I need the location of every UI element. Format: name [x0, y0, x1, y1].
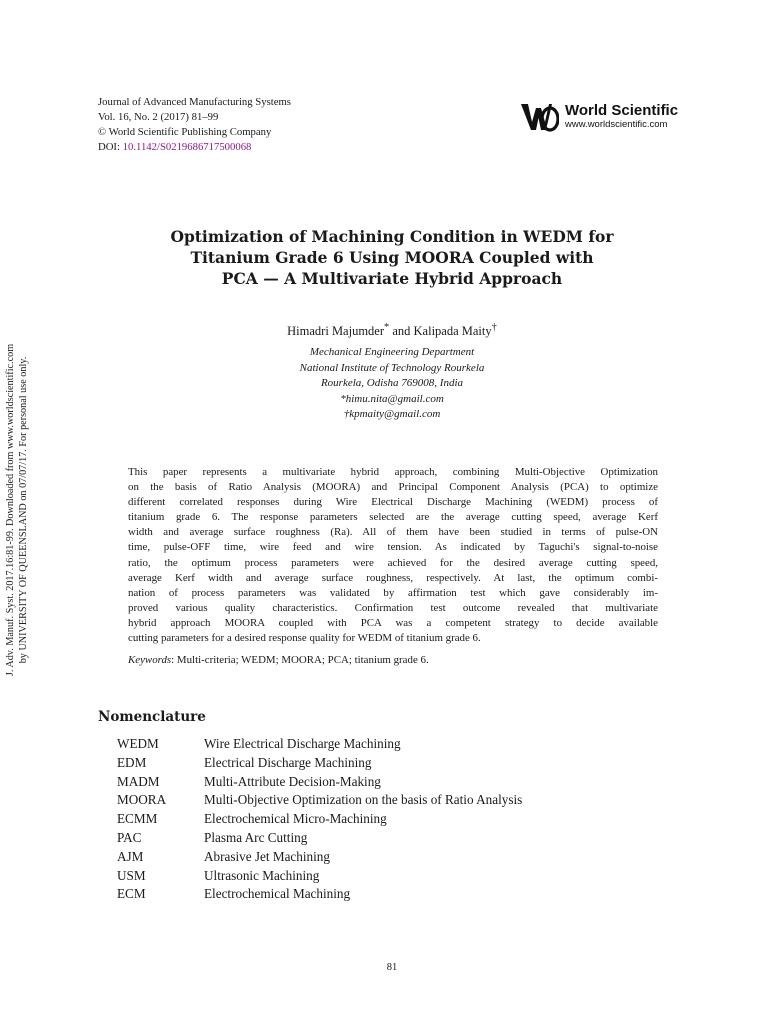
keywords-label: Keywords: [128, 654, 172, 666]
affiliation-address: Rourkela, Odisha 769008, India: [320, 377, 464, 389]
nomenclature-row: [117, 867, 522, 886]
journal-doi: [98, 140, 291, 155]
abstract-line: nation of process parameters was validated by affirmation test which gave considerably im-: [128, 586, 658, 599]
nomenclature-row: [117, 791, 522, 810]
nomenclature-def: Multi-Objective Optimization on the basis of Ratio Analysis: [204, 792, 523, 808]
affiliation: [100, 345, 684, 423]
abstract-line: on the basis of Ratio Analysis (MOORA) and Principal Component Analysis (PCA) to optimize: [128, 481, 658, 494]
nomenclature-def: Plasma Arc Cutting: [204, 829, 308, 845]
author-1-mark: *: [384, 322, 390, 333]
nomenclature-def: Electrical Discharge Machining: [204, 754, 372, 770]
abstract-line: proved various quality characteristics. Confirmation test outcome revealed that multivariate: [128, 601, 658, 614]
keywords-text: : Multi-criteria; WEDM; MOORA; PCA; titanium grade 6.: [171, 654, 429, 666]
doi-label: DOI:: [98, 141, 123, 153]
nomenclature-abbr: ECMM: [117, 811, 158, 827]
affiliation-institute: National Institute of Technology Rourkela: [299, 361, 485, 374]
abstract-line: time, pulse-OFF time, wire feed and wire tension. As indicated by Taguchi's signal-to-noise: [128, 541, 658, 554]
nomenclature-row: [117, 773, 522, 792]
nomenclature-row: [117, 829, 522, 848]
nomenclature-abbr: EDM: [117, 754, 147, 770]
doi-link[interactable]: 10.1142/S0219686717500068: [122, 141, 252, 153]
side-note-line-1: J. Adv. Manuf. Syst. 2017.16:81-99. Downloaded from www.worldscientific.com: [5, 343, 16, 677]
nomenclature-abbr: MOORA: [117, 792, 167, 808]
title-line-1: Optimization of Machining Condition in WEDM for: [170, 227, 614, 246]
abstract-line: different correlated responses during Wire Electrical Discharge Machining (WEDM) process of: [128, 496, 658, 509]
journal-name: Journal of Advanced Manufacturing Systems: [98, 96, 291, 108]
logo-name: World Scientific: [565, 102, 679, 119]
publisher-logo: [519, 100, 678, 134]
nomenclature-def: Wire Electrical Discharge Machining: [204, 736, 401, 751]
nomenclature-abbr: WEDM: [117, 736, 159, 751]
abstract: [128, 465, 658, 646]
abstract-line: titanium grade 6. The response parameters selected are the average cutting speed, average Kerf: [128, 511, 658, 524]
paper-title: [100, 226, 684, 289]
abstract-line: cutting parameters for a desired response quality for WEDM of titanium grade 6.: [128, 632, 481, 645]
author-1: Himadri Majumder: [287, 324, 385, 339]
author-2-mark: †: [491, 322, 497, 333]
email-2[interactable]: †kpmaity@gmail.com: [343, 408, 441, 420]
journal-volume: Vol. 16, No. 2 (2017) 81–99: [98, 111, 219, 123]
nomenclature-title: Nomenclature: [98, 709, 206, 725]
nomenclature-def: Abrasive Jet Machining: [204, 848, 330, 864]
keywords: [128, 654, 429, 666]
nomenclature-table: [117, 735, 522, 904]
abstract-line: ratio, the optimum process parameters were achieved for the desired average cutting speed,: [128, 556, 658, 569]
authors: [100, 322, 684, 339]
journal-copyright: © World Scientific Publishing Company: [98, 126, 272, 138]
author-2: Kalipada Maity: [413, 324, 492, 339]
nomenclature-row: [117, 885, 522, 904]
download-side-note: [4, 320, 30, 700]
affiliation-dept: Mechanical Engineering Department: [309, 346, 475, 358]
nomenclature-def: Ultrasonic Machining: [204, 867, 320, 883]
authors-and: and: [389, 324, 414, 339]
abstract-line: average Kerf width and average surface roughness, respectively. At last, the optimum combi-: [128, 571, 658, 584]
nomenclature-row: [117, 735, 522, 754]
logo-url[interactable]: www.worldscientific.com: [565, 119, 668, 130]
nomenclature-row: [117, 848, 522, 867]
title-line-3: PCA — A Multivariate Hybrid Approach: [221, 269, 563, 288]
nomenclature-def: Electrochemical Machining: [204, 886, 351, 902]
nomenclature-abbr: PAC: [117, 829, 142, 845]
nomenclature-abbr: MADM: [117, 773, 160, 789]
nomenclature-abbr: ECM: [117, 886, 146, 902]
nomenclature-def: Multi-Attribute Decision-Making: [204, 773, 381, 789]
world-scientific-logo-icon: [519, 100, 559, 134]
journal-header: [98, 95, 291, 155]
nomenclature-def: Electrochemical Micro-Machining: [204, 811, 387, 827]
email-1[interactable]: *himu.nita@gmail.com: [340, 392, 444, 405]
nomenclature-row: [117, 754, 522, 773]
abstract-line: This paper represents a multivariate hybrid approach, combining Multi-Objective Optimization: [128, 466, 658, 478]
abstract-line: width and average surface roughness (Ra). All of them have been studied in terms of pulse-ON: [128, 526, 658, 539]
page-number: 81: [386, 962, 398, 973]
side-note-line-2: by UNIVERSITY OF QUEENSLAND on 07/07/17. For personal use only.: [18, 356, 29, 664]
abstract-line: hybrid approach MOORA coupled with PCA was a competent strategy to decide available: [128, 616, 658, 629]
nomenclature-row: [117, 810, 522, 829]
nomenclature-abbr: USM: [117, 867, 146, 883]
nomenclature-abbr: AJM: [117, 848, 144, 864]
title-line-2: Titanium Grade 6 Using MOORA Coupled with: [190, 248, 594, 267]
